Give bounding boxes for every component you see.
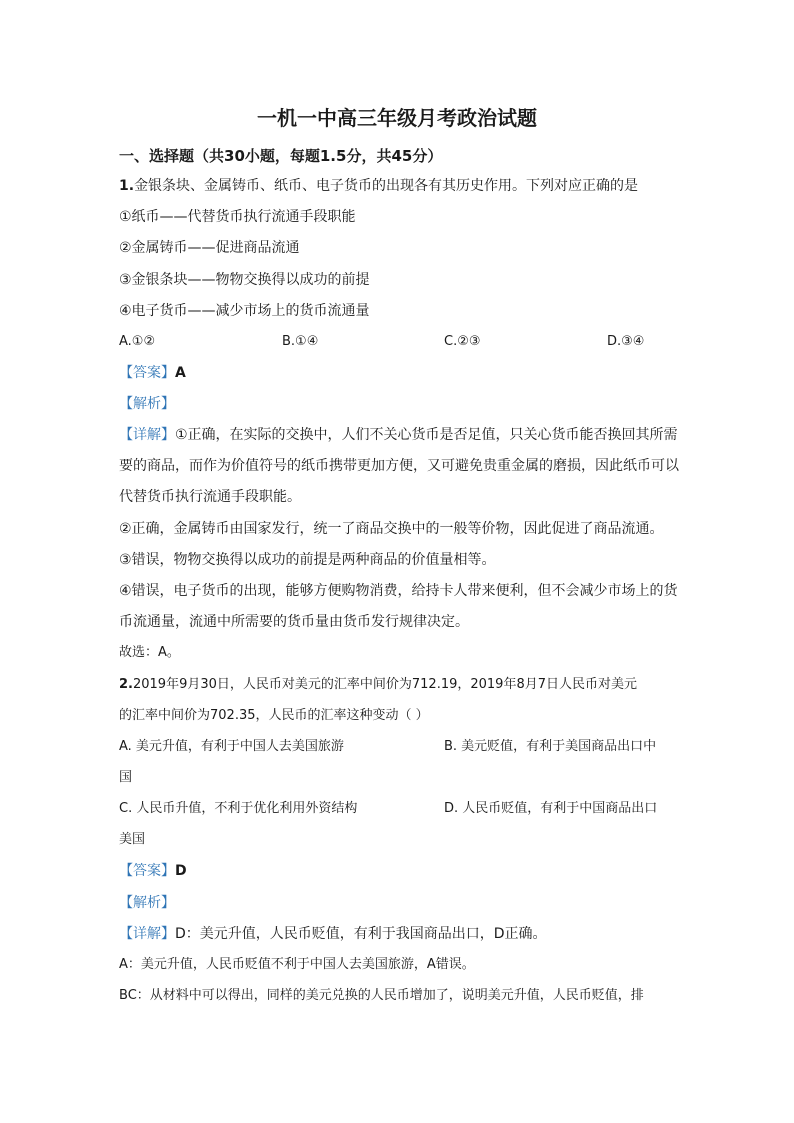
question-2-stem-cont: 的汇率中间价为702.35，人民币的汇率这种变动（ ） xyxy=(119,708,429,723)
q2-detail-line: A：美元升值，人民币贬值不利于中国人去美国旅游，A错误。 xyxy=(119,957,475,972)
q1-answer xyxy=(119,363,186,383)
q1-item-4: ④电子货币——减少市场上的货币流通量 xyxy=(119,303,370,319)
q2-option-d-wrap: 美国 xyxy=(119,832,146,847)
question-text: 2019年9月30日，人民币对美元的汇率中间价为712.19，2019年8月7日人民币对美元 xyxy=(132,677,637,692)
question-2-stem xyxy=(119,675,637,695)
q2-option-b-wrap: 国 xyxy=(119,770,133,785)
q1-detail-line: 要的商品，而作为价值符号的纸币携带更加方便，又可避免贵重金属的磨损，因此纸币可以 xyxy=(119,458,679,474)
q1-option-b: B.①④ xyxy=(282,334,319,349)
q2-option-a: A. 美元升值，有利于中国人去美国旅游 xyxy=(119,739,344,754)
q1-option-a: A.①② xyxy=(119,334,156,349)
q1-analysis-tag: 【解析】 xyxy=(119,396,175,412)
q1-detail-line: 代替货币执行流通手段职能。 xyxy=(119,489,301,505)
q2-option-d: D. 人民币贬值，有利于中国商品出口 xyxy=(444,801,658,816)
q2-detail-line xyxy=(119,924,547,944)
detail-text: ①正确，在实际的交换中，人们不关心货币是否足值，只关心货币能否换回其所需 xyxy=(175,427,678,443)
q2-option-b: B. 美元贬值，有利于美国商品出口中 xyxy=(444,739,657,754)
q1-item-1: ①纸币——代替货币执行流通手段职能 xyxy=(119,209,356,225)
section-heading: 一、选择题（共30小题，每题1.5分，共45分） xyxy=(119,147,443,165)
answer-value: D xyxy=(175,863,187,879)
detail-tag: 【详解】 xyxy=(119,926,175,942)
question-1-stem xyxy=(119,176,638,196)
detail-tag: 【详解】 xyxy=(119,427,175,443)
q1-item-2: ②金属铸币——促进商品流通 xyxy=(119,240,300,256)
q2-detail-line: BC：从材料中可以得出，同样的美元兑换的人民币增加了，说明美元升值，人民币贬值，排 xyxy=(119,988,644,1003)
question-text: 金银条块、金属铸币、纸币、电子货币的出现各有其历史作用。下列对应正确的是 xyxy=(134,178,639,194)
q2-answer xyxy=(119,861,187,881)
q1-option-c: C.②③ xyxy=(444,334,481,349)
q1-detail-line: 币流通量，流通中所需要的货币量由货币发行规律决定。 xyxy=(119,614,469,630)
q1-detail-line: ②正确，金属铸币由国家发行，统一了商品交换中的一般等价物，因此促进了商品流通。 xyxy=(119,521,664,537)
q1-detail-line xyxy=(119,425,678,445)
answer-tag: 【答案】 xyxy=(119,365,175,381)
q2-option-c: C. 人民币升值，不利于优化利用外资结构 xyxy=(119,801,358,816)
q1-detail-line: ④错误，电子货币的出现，能够方便购物消费，给持卡人带来便利，但不会减少市场上的货 xyxy=(119,583,678,599)
detail-text: D：美元升值，人民币贬值，有利于我国商品出口，D正确。 xyxy=(175,926,547,942)
q1-conclusion: 故选：A。 xyxy=(119,645,180,660)
question-number: 1. xyxy=(119,178,135,194)
q1-option-d: D.③④ xyxy=(607,334,645,349)
q1-item-3: ③金银条块——物物交换得以成功的前提 xyxy=(119,272,370,288)
question-number: 2. xyxy=(119,677,133,692)
answer-tag: 【答案】 xyxy=(119,863,175,879)
q1-detail-line: ③错误，物物交换得以成功的前提是两种商品的价值量相等。 xyxy=(119,552,496,568)
answer-value: A xyxy=(175,365,186,381)
page-title: 一机一中高三年级月考政治试题 xyxy=(257,106,537,130)
q2-analysis-tag: 【解析】 xyxy=(119,895,175,911)
